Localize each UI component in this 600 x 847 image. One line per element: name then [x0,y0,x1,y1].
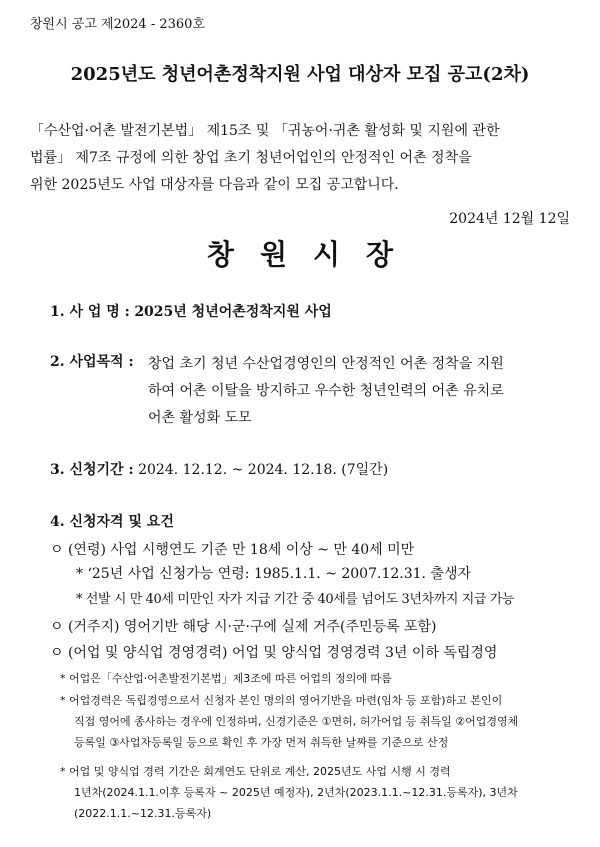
page-title: 2025년도 청년어촌정착지원 사업 대상자 모집 공고(2차) [70,64,530,85]
purpose-line: 하여 어촌 이탈을 방지하고 우수한 청년인력의 어촌 유치로 [148,383,504,399]
note-line: 직접 영어에 종사하는 경우에 인정하며, 신경기준은 ①면허, 허가어업 등 취득일 ②어업경영체 [74,715,519,728]
section-label: 1. 사 업 명 : [50,304,130,320]
purpose-line: 어촌 활성화 도모 [148,410,252,426]
intro-line: 법률」 제7조 규정에 의한 창업 초기 청년어업인의 안정적인 어촌 정착을 [30,150,472,166]
section-purpose-label [50,351,134,371]
note-line: * 어업 및 양식업 경력 기간은 회계연도 단위로 계산, 2025년도 사업 시행 시 경력 [60,765,451,778]
note-line: (2022.1.1.~12.31.등록자) [74,807,212,820]
note-line: 등록일 ③사업자등록일 등으로 확인 후 가장 먼저 취득한 날짜를 기준으로 산정 [74,736,449,749]
section-purpose-content [148,351,504,432]
section-application-period [50,459,388,479]
section-label: 4. 신청자격 및 요건 [50,514,174,530]
section-value: 2024. 12.12. ~ 2024. 12.18. (7일간) [138,462,389,478]
issuer-name: 창원시장 [206,238,420,271]
section-eligibility-heading [50,511,174,531]
section-label: 2. 사업목적 : [50,354,134,370]
requirement-residence: ㅇ (거주지) 영어기반 해당 시·군·구에 실제 거주(주민등록 포함) [50,619,437,635]
note-experience-criteria [60,690,518,753]
note-fishery-definition: * 어업은「수산업·어촌발전기본법」제3조에 따른 어업의 정의에 따름 [60,672,392,685]
requirement-age-note: * ‘25년 사업 신청가능 연령: 1985.1.1. ~ 2007.12.31. 출생자 [76,566,472,582]
announcement-date: 2024년 12월 12일 [449,211,570,227]
purpose-line: 창업 초기 청년 수산업경영인의 안정적인 어촌 정착을 지원 [148,356,504,372]
requirement-age: ㅇ (연령) 사업 시행연도 기준 만 18세 이상 ~ 만 40세 미만 [50,542,415,558]
section-value: 2025년 청년어촌정착지원 사업 [134,304,332,320]
note-line: 1년차(2024.1.1.이후 등록자 ~ 2025년 예정자), 2년차(2023.1.1.~12.31.등록자), 3년차 [74,786,518,799]
note-experience-period [60,761,518,824]
note-line: * 어업경력은 독립경영으로서 신청자 본인 명의의 영어기반을 마련(임차 등 포함)하고 본인이 [60,694,503,707]
requirement-age-note: * 선발 시 만 40세 미만인 자가 지급 기간 중 40세를 넘어도 3년차까지 지급 가능 [76,592,515,607]
section-project-name [50,301,332,321]
intro-paragraph [30,118,570,199]
section-label: 3. 신청기간 : [50,462,134,478]
intro-line: 「수산업·어촌 발전기본법」 제15조 및 「귀농어·귀촌 활성화 및 지원에 관한 [30,123,500,139]
requirement-experience: ㅇ (어업 및 양식업 경영경력) 어업 및 양식업 경영경력 3년 이하 독립경영 [50,645,498,661]
intro-line: 위한 2025년도 사업 대상자를 다음과 같이 모집 공고합니다. [30,177,399,193]
document-number: 창원시 공고 제2024 - 2360호 [30,17,205,32]
